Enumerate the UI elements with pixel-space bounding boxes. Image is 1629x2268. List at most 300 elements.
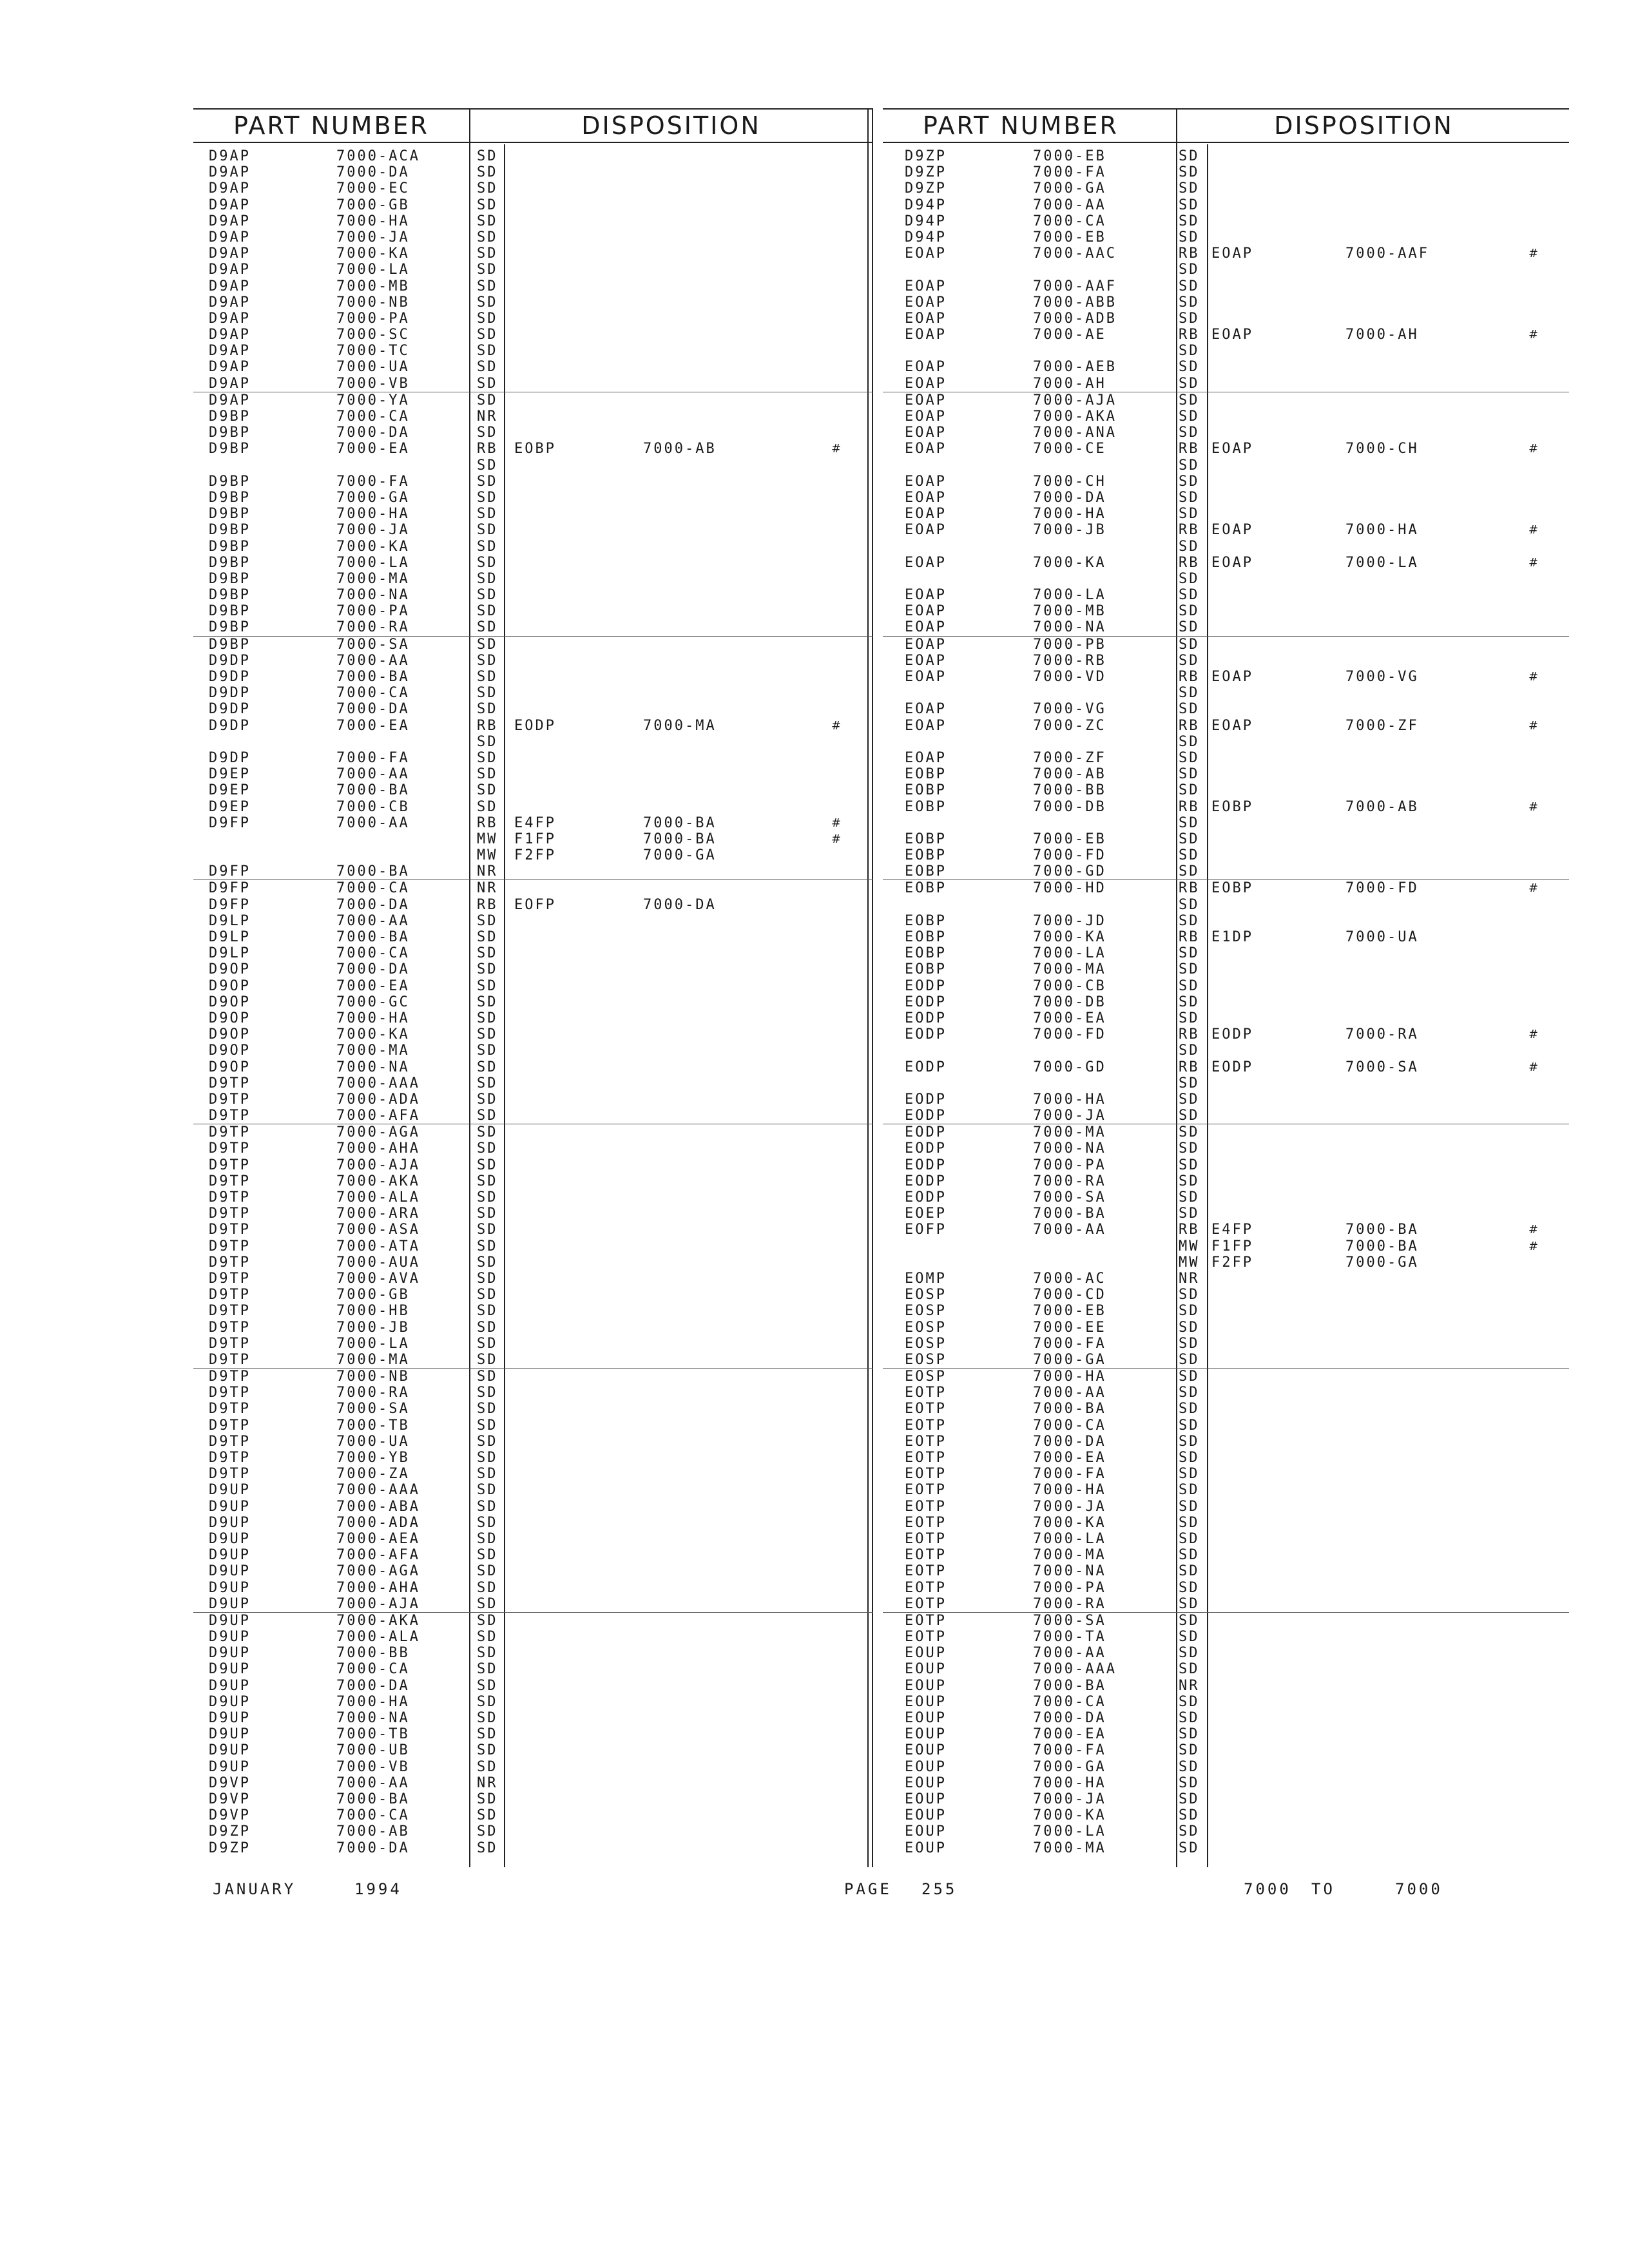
- part-number: 7000-EA: [1033, 1726, 1106, 1743]
- part-prefix: EOBP: [905, 766, 947, 783]
- part-number: 7000-HA: [1033, 506, 1106, 523]
- table-row: [193, 1531, 873, 1547]
- table-row: [883, 1303, 1569, 1319]
- table-row: [883, 376, 1569, 392]
- part-number: 7000-AAA: [336, 1482, 420, 1499]
- table-row: [193, 1043, 873, 1059]
- disposition-code: SD: [1179, 425, 1200, 441]
- table-row: [193, 1238, 873, 1254]
- part-number: 7000-JA: [1033, 1108, 1106, 1124]
- table-row: [883, 1043, 1569, 1059]
- part-prefix: D9AP: [209, 148, 251, 164]
- part-number: 7000-KA: [336, 1026, 410, 1043]
- disposition-code: SD: [477, 1807, 498, 1824]
- disposition-code: SD: [1179, 1401, 1200, 1418]
- disposition-code: SD: [1179, 1514, 1200, 1531]
- part-prefix: EOAP: [905, 554, 947, 571]
- disposition-code: SD: [1179, 148, 1200, 164]
- table-row: [193, 1563, 873, 1579]
- part-number: 7000-ZA: [336, 1466, 410, 1483]
- disposition-code: SD: [1179, 570, 1200, 587]
- replacement-number: 7000-GA: [643, 847, 717, 864]
- part-prefix: D9AP: [209, 392, 251, 408]
- part-number: 7000-EB: [1033, 148, 1106, 164]
- table-row: [193, 1059, 873, 1075]
- part-number: 7000-EB: [1033, 831, 1106, 847]
- table-row: [193, 197, 873, 213]
- table-row: [193, 1271, 873, 1287]
- part-prefix: EOUP: [905, 1758, 947, 1775]
- part-prefix: D9AP: [209, 294, 251, 311]
- disposition-code: SD: [477, 538, 498, 555]
- table-row: [193, 929, 873, 945]
- part-prefix: EOBP: [905, 798, 947, 815]
- footer-year: 1994: [354, 1880, 402, 1898]
- note-marker: #: [1528, 800, 1541, 814]
- table-row: [883, 522, 1569, 538]
- disposition-code: SD: [1179, 912, 1200, 929]
- part-prefix: EODP: [905, 1157, 947, 1173]
- part-prefix: EOAP: [905, 425, 947, 441]
- part-number: 7000-GD: [1033, 1059, 1106, 1075]
- part-prefix: D9BP: [209, 522, 251, 539]
- table-row: [193, 278, 873, 294]
- disposition-code: SD: [477, 1401, 498, 1418]
- table-row: [883, 1515, 1569, 1531]
- part-number: 7000-DA: [1033, 1433, 1106, 1450]
- disposition-code: SD: [477, 1661, 498, 1678]
- part-prefix: D9AP: [209, 278, 251, 294]
- part-number: 7000-MA: [336, 570, 410, 587]
- part-prefix: EOAP: [905, 669, 947, 685]
- part-prefix: D9UP: [209, 1742, 251, 1759]
- part-prefix: D9UP: [209, 1579, 251, 1596]
- part-number: 7000-AFA: [336, 1108, 420, 1124]
- disposition-code: SD: [477, 164, 498, 181]
- part-number: 7000-ACA: [336, 148, 420, 164]
- table-row: [193, 1629, 873, 1645]
- disposition-header: DISPOSITION: [1159, 108, 1569, 143]
- left-rows: [193, 148, 873, 1856]
- part-prefix: D9TP: [209, 1351, 251, 1368]
- table-row: [883, 1759, 1569, 1775]
- part-number: 7000-BB: [1033, 782, 1106, 799]
- part-prefix: D9VP: [209, 1774, 251, 1791]
- part-number: 7000-HA: [336, 213, 410, 229]
- note-marker: #: [831, 442, 843, 456]
- part-number: 7000-AA: [336, 912, 410, 929]
- disposition-code: SD: [1179, 506, 1200, 523]
- part-number: 7000-ARA: [336, 1206, 420, 1222]
- replacement-prefix: EOAP: [1211, 245, 1253, 262]
- part-number: 7000-GB: [336, 1287, 410, 1303]
- table-row: [193, 945, 873, 961]
- disposition-code: SD: [1179, 1385, 1200, 1401]
- part-number: 7000-FA: [1033, 1466, 1106, 1483]
- table-row: [193, 1303, 873, 1319]
- part-prefix: EOBP: [905, 863, 947, 880]
- disposition-code: RB: [1179, 1059, 1200, 1075]
- table-row: [883, 1140, 1569, 1157]
- table-row: [883, 441, 1569, 457]
- part-prefix: EODP: [905, 1140, 947, 1157]
- part-number-header: PART NUMBER: [193, 108, 469, 143]
- part-prefix: EOAP: [905, 375, 947, 392]
- table-row: [193, 1173, 873, 1189]
- disposition-code: SD: [1179, 1563, 1200, 1580]
- table-row: [193, 311, 873, 327]
- table-row: [193, 685, 873, 701]
- disposition-code: SD: [477, 1417, 498, 1434]
- part-prefix: D9TP: [209, 1401, 251, 1418]
- part-number: 7000-DB: [1033, 798, 1106, 815]
- part-number: 7000-PB: [1033, 636, 1106, 653]
- note-marker: #: [1528, 523, 1541, 537]
- table-row: [883, 799, 1569, 815]
- part-prefix: D9UP: [209, 1758, 251, 1775]
- disposition-code: SD: [1179, 1319, 1200, 1336]
- part-number: 7000-JD: [1033, 912, 1106, 929]
- part-number: 7000-AVA: [336, 1270, 420, 1287]
- table-row: [193, 392, 873, 408]
- part-prefix: D9AP: [209, 213, 251, 229]
- table-row: [883, 945, 1569, 961]
- part-prefix: EOAP: [905, 749, 947, 766]
- disposition-code: SD: [477, 489, 498, 506]
- part-number: 7000-CA: [1033, 1417, 1106, 1434]
- part-prefix: D9AP: [209, 262, 251, 278]
- disposition-code: SD: [477, 636, 498, 653]
- part-number: 7000-NB: [336, 294, 410, 311]
- table-row: [883, 197, 1569, 213]
- replacement-prefix: EOAP: [1211, 717, 1253, 734]
- table-row: [193, 262, 873, 278]
- part-prefix: EOEP: [905, 1206, 947, 1222]
- disposition-code: SD: [1179, 863, 1200, 880]
- disposition-code: MW: [1179, 1238, 1200, 1254]
- part-prefix: EOAP: [905, 359, 947, 376]
- part-prefix: D9TP: [209, 1270, 251, 1287]
- disposition-code: SD: [1179, 1466, 1200, 1483]
- table-row: [193, 1499, 873, 1515]
- part-number: 7000-DA: [336, 164, 410, 181]
- disposition-code: MW: [477, 847, 498, 864]
- part-prefix: D9TP: [209, 1319, 251, 1336]
- table-row: [193, 1726, 873, 1742]
- table-row: [883, 1434, 1569, 1450]
- part-number: 7000-ADA: [336, 1514, 420, 1531]
- table-row: [193, 1206, 873, 1222]
- table-row: [883, 1157, 1569, 1173]
- part-number: 7000-AE: [1033, 327, 1106, 343]
- table-row: [883, 148, 1569, 164]
- part-prefix: EOBP: [905, 912, 947, 929]
- part-prefix: D9TP: [209, 1433, 251, 1450]
- disposition-code: SD: [477, 1108, 498, 1124]
- disposition-code: SD: [477, 961, 498, 978]
- replacement-number: 7000-CH: [1345, 441, 1419, 457]
- part-prefix: D9TP: [209, 1369, 251, 1385]
- table-row: [193, 164, 873, 180]
- disposition-code: SD: [477, 1222, 498, 1238]
- disposition-code: SD: [1179, 749, 1200, 766]
- disposition-code: SD: [1179, 180, 1200, 197]
- part-prefix: EOSP: [905, 1369, 947, 1385]
- disposition-code: SD: [1179, 1645, 1200, 1662]
- disposition-code: SD: [1179, 1287, 1200, 1303]
- part-number: 7000-KA: [336, 245, 410, 262]
- disposition-code: SD: [1179, 1351, 1200, 1368]
- disposition-code: SD: [477, 457, 498, 474]
- table-row: [883, 782, 1569, 798]
- table-row: [883, 1742, 1569, 1758]
- disposition-code: SD: [1179, 1774, 1200, 1791]
- disposition-code: SD: [1179, 1823, 1200, 1840]
- note-marker: #: [831, 718, 843, 733]
- part-number: 7000-DA: [336, 1840, 410, 1856]
- part-prefix: D9BP: [209, 473, 251, 490]
- disposition-code: SD: [477, 148, 498, 164]
- part-prefix: D9TP: [209, 1091, 251, 1108]
- part-prefix: D9AP: [209, 197, 251, 213]
- table-row: [193, 1157, 873, 1173]
- table-row: [193, 1645, 873, 1661]
- part-number: 7000-FD: [1033, 847, 1106, 864]
- disposition-code: SD: [1179, 343, 1200, 360]
- part-prefix: D9OP: [209, 1026, 251, 1043]
- disposition-code: SD: [1179, 782, 1200, 799]
- part-prefix: D9AP: [209, 229, 251, 245]
- table-row: [883, 913, 1569, 929]
- table-row: [883, 1336, 1569, 1352]
- table-row: [883, 213, 1569, 229]
- replacement-number: 7000-UA: [1345, 929, 1419, 945]
- part-number: 7000-ABA: [336, 1498, 420, 1515]
- disposition-code: SD: [477, 1563, 498, 1580]
- disposition-code: SD: [477, 1693, 498, 1710]
- part-prefix: EODP: [905, 1189, 947, 1206]
- part-number: 7000-AEA: [336, 1530, 420, 1547]
- note-marker: #: [1528, 247, 1541, 261]
- part-prefix: D9TP: [209, 1108, 251, 1124]
- table-row: [883, 1791, 1569, 1807]
- part-number: 7000-AEB: [1033, 359, 1117, 376]
- part-number: 7000-RA: [336, 1385, 410, 1401]
- disposition-code: SD: [1179, 814, 1200, 831]
- part-prefix: EOSP: [905, 1351, 947, 1368]
- part-number: 7000-JA: [1033, 1791, 1106, 1807]
- part-number: 7000-AA: [1033, 1385, 1106, 1401]
- table-row: [193, 555, 873, 571]
- disposition-code: SD: [477, 506, 498, 523]
- table-row: [193, 1482, 873, 1498]
- replacement-prefix: F1FP: [1211, 1238, 1253, 1254]
- part-number: 7000-MA: [336, 1351, 410, 1368]
- disposition-code: RB: [477, 814, 498, 831]
- table-row: [193, 1840, 873, 1856]
- part-number: 7000-FA: [336, 749, 410, 766]
- table-row: [883, 1629, 1569, 1645]
- disposition-code: SD: [477, 1629, 498, 1646]
- note-marker: #: [1528, 442, 1541, 456]
- part-prefix: EODP: [905, 977, 947, 994]
- replacement-number: 7000-HA: [1345, 522, 1419, 539]
- part-prefix: D9UP: [209, 1661, 251, 1678]
- table-row: [193, 1450, 873, 1466]
- disposition-code: SD: [1179, 1612, 1200, 1629]
- table-row: [883, 359, 1569, 375]
- table-row: [883, 506, 1569, 522]
- table-row: [193, 1287, 873, 1303]
- part-number: 7000-AHA: [336, 1140, 420, 1157]
- part-prefix: D9UP: [209, 1645, 251, 1662]
- part-number: 7000-AC: [1033, 1270, 1106, 1287]
- part-number: 7000-EA: [336, 441, 410, 457]
- disposition-code: SD: [477, 1758, 498, 1775]
- part-number: 7000-BA: [1033, 1401, 1106, 1418]
- disposition-code: SD: [1179, 1840, 1200, 1856]
- table-row: [883, 408, 1569, 425]
- part-number: 7000-BA: [336, 669, 410, 685]
- part-number: 7000-LA: [336, 1335, 410, 1352]
- table-row: [193, 1336, 873, 1352]
- replacement-prefix: EOAP: [1211, 554, 1253, 571]
- table-row: [193, 1759, 873, 1775]
- table-row: [883, 1710, 1569, 1726]
- disposition-code: SD: [477, 994, 498, 1010]
- part-prefix: D9BP: [209, 441, 251, 457]
- part-number: 7000-CA: [1033, 1693, 1106, 1710]
- disposition-code: NR: [477, 863, 498, 880]
- part-prefix: D9ZP: [209, 1840, 251, 1856]
- part-number: 7000-AHA: [336, 1579, 420, 1596]
- table-row: [883, 1026, 1569, 1043]
- table-row: [883, 1596, 1569, 1612]
- part-number: 7000-CA: [336, 408, 410, 425]
- part-number: 7000-AKA: [336, 1612, 420, 1629]
- part-prefix: D9BP: [209, 587, 251, 604]
- disposition-code: SD: [1179, 457, 1200, 474]
- disposition-code: SD: [477, 945, 498, 962]
- part-number: 7000-EA: [1033, 1450, 1106, 1466]
- disposition-code: SD: [477, 262, 498, 278]
- table-row: [883, 343, 1569, 359]
- table-row: [883, 994, 1569, 1010]
- part-number: 7000-DA: [336, 896, 410, 913]
- part-number: 7000-EC: [336, 180, 410, 197]
- table-row: [193, 1108, 873, 1124]
- part-number: 7000-AA: [336, 652, 410, 669]
- part-number: 7000-GA: [336, 489, 410, 506]
- part-number: 7000-BA: [336, 929, 410, 945]
- part-prefix: D9UP: [209, 1498, 251, 1515]
- part-number-header: PART NUMBER: [883, 108, 1159, 143]
- part-number: 7000-FD: [1033, 1026, 1106, 1043]
- part-prefix: EOTP: [905, 1385, 947, 1401]
- part-number: 7000-NA: [336, 587, 410, 604]
- part-number: 7000-FA: [1033, 164, 1106, 181]
- disposition-code: SD: [477, 425, 498, 441]
- disposition-code: SD: [1179, 408, 1200, 425]
- part-number: 7000-DA: [1033, 1710, 1106, 1726]
- part-number: 7000-UA: [336, 1433, 410, 1450]
- disposition-code: SD: [477, 619, 498, 636]
- table-row: [883, 1010, 1569, 1026]
- part-number: 7000-ZC: [1033, 717, 1106, 734]
- part-prefix: D9TP: [209, 1222, 251, 1238]
- disposition-code: SD: [477, 652, 498, 669]
- part-number: 7000-CD: [1033, 1287, 1106, 1303]
- part-number: 7000-HA: [1033, 1774, 1106, 1791]
- replacement-prefix: E1DP: [1211, 929, 1253, 945]
- table-row: [883, 1271, 1569, 1287]
- part-prefix: D9UP: [209, 1726, 251, 1743]
- disposition-code: SD: [1179, 945, 1200, 962]
- part-prefix: D9LP: [209, 912, 251, 929]
- note-marker: #: [1528, 1239, 1541, 1253]
- part-number: 7000-HA: [336, 1693, 410, 1710]
- part-prefix: D9TP: [209, 1075, 251, 1091]
- part-prefix: EODP: [905, 1108, 947, 1124]
- table-row: [193, 1515, 873, 1531]
- disposition-code: SD: [477, 1303, 498, 1320]
- note-marker: #: [1528, 670, 1541, 684]
- part-number: 7000-DB: [1033, 994, 1106, 1010]
- disposition-code: SD: [1179, 1450, 1200, 1466]
- disposition-code: SD: [477, 229, 498, 245]
- disposition-code: SD: [1179, 489, 1200, 506]
- part-number: 7000-ABB: [1033, 294, 1117, 311]
- replacement-number: 7000-ZF: [1345, 717, 1419, 734]
- part-number: 7000-HA: [336, 1010, 410, 1026]
- replacement-prefix: EOBP: [1211, 880, 1253, 897]
- part-number: 7000-CH: [1033, 473, 1106, 490]
- part-prefix: EOBP: [905, 945, 947, 962]
- disposition-code: SD: [1179, 1595, 1200, 1612]
- table-row: [193, 1742, 873, 1758]
- part-number: 7000-NA: [1033, 1140, 1106, 1157]
- disposition-code: SD: [477, 1270, 498, 1287]
- table-row: [193, 229, 873, 245]
- note-marker: #: [831, 816, 843, 830]
- table-row: [193, 1222, 873, 1238]
- table-row: [193, 1775, 873, 1791]
- table-row: [883, 539, 1569, 555]
- disposition-code: SD: [1179, 1010, 1200, 1026]
- disposition-code: SD: [477, 1043, 498, 1059]
- replacement-prefix: EODP: [1211, 1059, 1253, 1075]
- part-number: 7000-VB: [336, 375, 410, 392]
- table-row: [193, 245, 873, 262]
- part-number: 7000-DA: [336, 701, 410, 718]
- disposition-code: SD: [1179, 1189, 1200, 1206]
- part-number: 7000-PA: [336, 310, 410, 327]
- part-prefix: D9AP: [209, 245, 251, 262]
- part-number: 7000-KA: [1033, 1514, 1106, 1531]
- part-prefix: D9TP: [209, 1254, 251, 1271]
- part-prefix: D9TP: [209, 1173, 251, 1189]
- disposition-code: SD: [477, 570, 498, 587]
- footer-range-from: 7000: [1244, 1880, 1291, 1898]
- table-row: [193, 1124, 873, 1140]
- part-prefix: EOAP: [905, 701, 947, 718]
- table-row: [883, 1694, 1569, 1710]
- table-row: [883, 587, 1569, 603]
- part-number: 7000-AKA: [336, 1173, 420, 1189]
- part-prefix: EOFP: [905, 1222, 947, 1238]
- part-number: 7000-GA: [1033, 180, 1106, 197]
- disposition-code: SD: [1179, 392, 1200, 408]
